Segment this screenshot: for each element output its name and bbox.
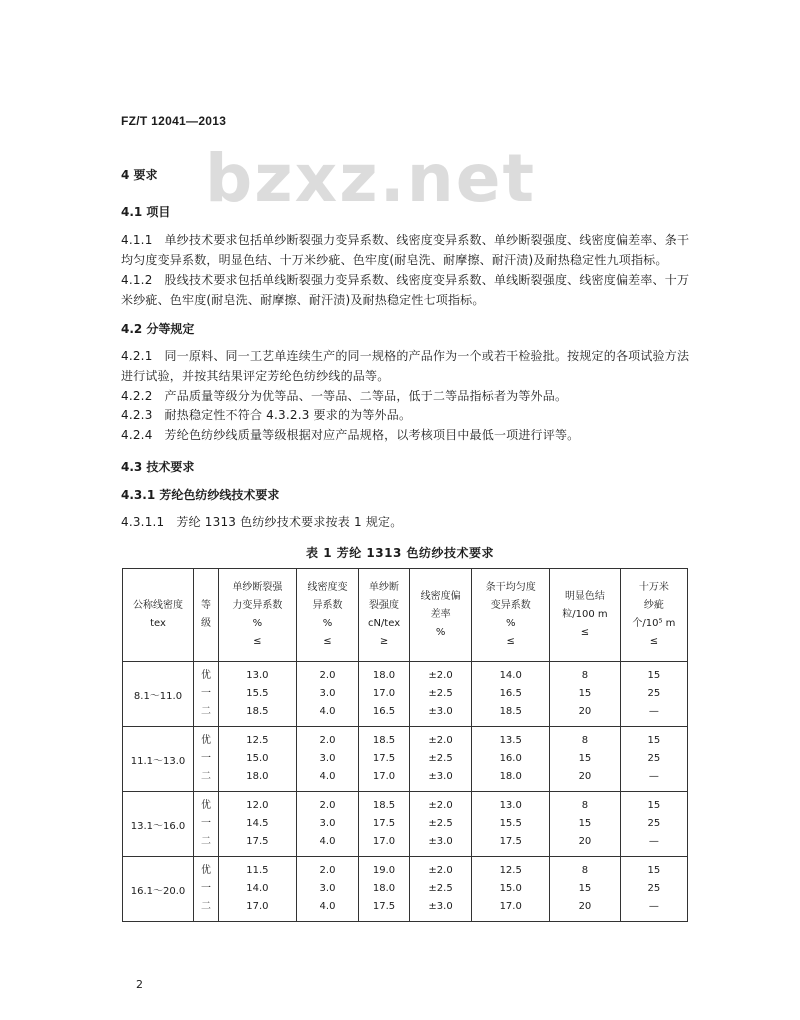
cell-value: 15 <box>578 753 592 764</box>
cell-value: 2.0 <box>319 865 336 876</box>
header-line: 个/10⁵ m <box>632 618 676 629</box>
cell-value: 12.5 <box>499 865 522 876</box>
header-line: 异系数 <box>312 600 343 611</box>
header-color-knots <box>550 569 621 662</box>
cell-value: 2.0 <box>319 800 336 811</box>
nominal-density-cell: 8.1～11.0 <box>123 662 194 727</box>
cell-value: 17.5 <box>372 753 396 764</box>
cell-value: ±2.0 <box>428 670 453 681</box>
cv-strength-cell <box>219 857 297 922</box>
header-line: 线密度变 <box>307 582 348 593</box>
watermark: bzxz.net <box>205 140 537 217</box>
cell-value: 二 <box>201 901 211 912</box>
cv-density-cell <box>296 727 359 792</box>
cell-value: 18.5 <box>372 735 396 746</box>
header-line: 等 <box>201 600 211 611</box>
cell-value: 25 <box>647 818 661 829</box>
cell-value: ±3.0 <box>428 836 453 847</box>
header-line: ≤ <box>506 636 515 647</box>
evenness-cell <box>472 727 550 792</box>
header-line: % <box>322 618 333 629</box>
cell-value: 15.0 <box>246 753 269 764</box>
nominal-density-cell: 16.1～20.0 <box>123 857 194 922</box>
cell-value: 17.5 <box>372 901 396 912</box>
cell-value: 13.0 <box>246 670 269 681</box>
cell-value: 14.5 <box>246 818 269 829</box>
cell-value: 18.0 <box>372 670 396 681</box>
table-row <box>123 662 688 727</box>
cv-density-cell <box>296 792 359 857</box>
header-yarn-faults <box>620 569 687 662</box>
header-line: 线密度偏 <box>420 591 461 602</box>
header-line: 明显色结 <box>564 591 605 602</box>
cv-density-cell <box>296 662 359 727</box>
cell-value: 12.5 <box>246 735 269 746</box>
cv-strength-cell <box>219 662 297 727</box>
header-line: % <box>252 618 263 629</box>
clause-number: 4.2.4 <box>121 428 153 442</box>
clause-number: 4.1.2 <box>121 273 153 287</box>
table-row <box>123 857 688 922</box>
cell-value: 20 <box>578 706 592 717</box>
cell-value: ±3.0 <box>428 901 453 912</box>
grades-cell <box>194 792 219 857</box>
cell-value: 15 <box>578 818 592 829</box>
cell-value: 18.0 <box>499 771 522 782</box>
cell-value: ±2.0 <box>428 735 453 746</box>
cell-value: 19.0 <box>372 865 396 876</box>
header-line: 差率 <box>430 609 451 620</box>
header-line: 裂强度 <box>369 600 400 611</box>
section-heading-4: 4 要求 <box>121 168 158 182</box>
cell-value: 17.5 <box>246 836 269 847</box>
cell-value: 3.0 <box>319 883 336 894</box>
cell-value: 一 <box>201 753 211 764</box>
clause-number: 4.2.1 <box>121 349 153 363</box>
cell-value: 13.5 <box>499 735 522 746</box>
cell-value: 14.0 <box>499 670 522 681</box>
cell-value: ±2.5 <box>428 883 453 894</box>
cell-value: 4.0 <box>319 836 336 847</box>
cell-value: ±3.0 <box>428 771 453 782</box>
cell-value: 18.5 <box>372 800 396 811</box>
cell-value: — <box>648 771 659 782</box>
cell-value: 17.0 <box>499 901 522 912</box>
paragraph-4-3-1-1 <box>121 512 691 532</box>
cell-value: 4.0 <box>319 771 336 782</box>
header-line: 公称线密度 <box>133 600 183 611</box>
table-header-row <box>123 569 688 662</box>
cell-value: 18.5 <box>246 706 269 717</box>
table-caption: 表 1 芳纶 1313 色纺纱技术要求 <box>306 546 494 560</box>
cell-value: 3.0 <box>319 753 336 764</box>
tenacity-cell <box>359 662 410 727</box>
cell-value: 17.5 <box>372 818 396 829</box>
header-tenacity <box>359 569 410 662</box>
cell-value: 18.0 <box>372 883 396 894</box>
grades-cell <box>194 857 219 922</box>
color-knots-cell <box>550 727 621 792</box>
header-line: cN/tex <box>367 618 401 629</box>
cell-value: 16.0 <box>499 753 522 764</box>
evenness-cell <box>472 792 550 857</box>
color-knots-cell <box>550 662 621 727</box>
cell-value: 17.0 <box>246 901 269 912</box>
faults-cell <box>620 662 687 727</box>
header-grade <box>194 569 219 662</box>
faults-cell <box>620 727 687 792</box>
clause-text: 同一原料、同一工艺单连续生产的同一规格的产品作为一个或若干检验批。按规定的各项试验方法进行试验，并按其结果评定芳纶色纺纱线的品等。 <box>121 349 690 383</box>
header-line: ≤ <box>580 627 590 638</box>
color-knots-cell <box>550 857 621 922</box>
table-row <box>123 727 688 792</box>
header-cv-strength <box>219 569 297 662</box>
cv-density-cell <box>296 857 359 922</box>
header-line: tex <box>150 618 166 629</box>
section-heading-4-2: 4.2 分等规定 <box>121 322 195 336</box>
cell-value: 15 <box>647 865 661 876</box>
faults-cell <box>620 857 687 922</box>
cell-value: 20 <box>578 771 592 782</box>
clause-text: 耐热稳定性不符合 4.3.2.3 要求的为等外品。 <box>164 408 412 422</box>
header-line: 条干均匀度 <box>485 582 536 593</box>
cell-value: 2.0 <box>319 735 336 746</box>
cell-value: 18.0 <box>246 771 269 782</box>
cell-value: 4.0 <box>319 706 336 717</box>
header-density-deviation <box>409 569 472 662</box>
cell-value: 3.0 <box>319 688 336 699</box>
cell-value: 15 <box>647 670 661 681</box>
cell-value: 8 <box>581 800 589 811</box>
grades-cell <box>194 662 219 727</box>
density-dev-cell <box>409 792 472 857</box>
nominal-density-cell: 13.1～16.0 <box>123 792 194 857</box>
cell-value: 16.5 <box>499 688 522 699</box>
header-line: 单纱断裂强 <box>232 582 283 593</box>
clause-text: 芳纶色纺纱线质量等级根据对应产品规格，以考核项目中最低一项进行评等。 <box>164 428 580 442</box>
header-line: ≥ <box>379 636 389 647</box>
density-dev-cell <box>409 727 472 792</box>
cell-value: 二 <box>201 771 211 782</box>
tenacity-cell <box>359 857 410 922</box>
cell-value: 20 <box>578 836 592 847</box>
cell-value: 11.5 <box>246 865 269 876</box>
header-nominal-density <box>123 569 194 662</box>
cell-value: 8 <box>581 735 589 746</box>
cell-value: 13.0 <box>499 800 522 811</box>
cell-value: 2.0 <box>319 670 336 681</box>
cell-value: ±3.0 <box>428 706 453 717</box>
cell-value: 15.0 <box>499 883 522 894</box>
spec-table <box>122 568 688 922</box>
cell-value: 二 <box>201 706 211 717</box>
cell-value: 17.0 <box>372 836 396 847</box>
cell-value: ±2.0 <box>428 865 453 876</box>
cell-value: 一 <box>201 688 211 699</box>
cell-value: 17.0 <box>372 771 396 782</box>
clause-number: 4.3.1.1 <box>121 515 165 529</box>
header-line: 力变异系数 <box>232 600 283 611</box>
clause-text: 产品质量等级分为优等品、一等品、二等品，低于二等品指标者为等外品。 <box>164 389 568 403</box>
header-line: 变异系数 <box>490 600 531 611</box>
document-id: FZ/T 12041—2013 <box>121 114 227 128</box>
cell-value: 18.5 <box>499 706 522 717</box>
clause-text: 芳纶 1313 色纺纱技术要求按表 1 规定。 <box>176 515 403 529</box>
cell-value: 12.0 <box>246 800 269 811</box>
header-line: 十万米 <box>638 582 669 593</box>
header-line: 纱疵 <box>643 600 664 611</box>
cell-value: 4.0 <box>319 901 336 912</box>
cell-value: 15 <box>647 735 661 746</box>
cell-value: 8 <box>581 865 589 876</box>
cell-value: ±2.5 <box>428 753 453 764</box>
cell-value: 3.0 <box>319 818 336 829</box>
header-line: % <box>435 627 446 638</box>
cell-value: 17.0 <box>372 688 396 699</box>
header-line: ≤ <box>253 636 262 647</box>
cell-value: 优 <box>201 735 211 746</box>
paragraph-4-1-1 <box>121 230 691 270</box>
paragraph-4-2-4 <box>121 425 691 445</box>
cell-value: 一 <box>201 818 211 829</box>
cell-value: 优 <box>201 800 211 811</box>
cell-value: 25 <box>647 753 661 764</box>
section-heading-4-3: 4.3 技术要求 <box>121 460 195 474</box>
cell-value: 优 <box>201 670 211 681</box>
evenness-cell <box>472 857 550 922</box>
section-heading-4-3-1: 4.3.1 芳纶色纺纱线技术要求 <box>121 488 280 502</box>
paragraph-4-2-1 <box>121 346 691 386</box>
cell-value: — <box>648 706 659 717</box>
cell-value: 优 <box>201 865 211 876</box>
cell-value: 一 <box>201 883 211 894</box>
cell-value: 二 <box>201 836 211 847</box>
paragraph-4-1-2 <box>121 270 691 310</box>
header-line: 粒/100 m <box>562 609 608 620</box>
density-dev-cell <box>409 662 472 727</box>
cell-value: — <box>648 836 659 847</box>
cell-value: ±2.5 <box>428 688 453 699</box>
density-dev-cell <box>409 857 472 922</box>
cell-value: 17.5 <box>499 836 522 847</box>
cell-value: 8 <box>581 670 589 681</box>
clause-number: 4.2.2 <box>121 389 153 403</box>
header-line: ≤ <box>649 636 659 647</box>
color-knots-cell <box>550 792 621 857</box>
cell-value: 15.5 <box>499 818 522 829</box>
cell-value: 25 <box>647 883 661 894</box>
header-line: 单纱断 <box>369 582 400 593</box>
header-line: ≤ <box>323 636 332 647</box>
cell-value: 15 <box>647 800 661 811</box>
cell-value: 15.5 <box>246 688 269 699</box>
header-line: 级 <box>201 618 211 629</box>
cell-value: 20 <box>578 901 592 912</box>
cell-value: 15 <box>578 688 592 699</box>
clause-number: 4.1.1 <box>121 233 153 247</box>
cell-value: 25 <box>647 688 661 699</box>
cv-strength-cell <box>219 792 297 857</box>
nominal-density-cell: 11.1～13.0 <box>123 727 194 792</box>
clause-text: 单纱技术要求包括单纱断裂强力变异系数、线密度变异系数、单纱断裂强度、线密度偏差率、条干均匀度变异系数，明显色结、十万米纱疵、色牢度(耐皂洗、耐摩擦、耐汗渍)及耐热稳定性九项指标。 <box>121 233 690 267</box>
clause-text: 股线技术要求包括单线断裂强力变异系数、线密度变异系数、单线断裂强度、线密度偏差率、十万米纱疵、色牢度(耐皂洗、耐摩擦、耐汗渍)及耐热稳定性七项指标。 <box>121 273 690 307</box>
grades-cell <box>194 727 219 792</box>
cell-value: — <box>648 901 659 912</box>
table-row <box>123 792 688 857</box>
paragraph-4-2-3 <box>121 405 691 425</box>
cell-value: ±2.0 <box>428 800 453 811</box>
paragraph-4-2-2 <box>121 386 691 406</box>
cv-strength-cell <box>219 727 297 792</box>
faults-cell <box>620 792 687 857</box>
clause-number: 4.2.3 <box>121 408 153 422</box>
tenacity-cell <box>359 727 410 792</box>
cell-value: 14.0 <box>246 883 269 894</box>
tenacity-cell <box>359 792 410 857</box>
header-evenness <box>472 569 550 662</box>
header-cv-density <box>296 569 359 662</box>
cell-value: 16.5 <box>372 706 396 717</box>
header-line: % <box>505 618 516 629</box>
section-heading-4-1: 4.1 项目 <box>121 205 171 219</box>
page-number: 2 <box>136 978 143 991</box>
cell-value: 15 <box>578 883 592 894</box>
cell-value: ±2.5 <box>428 818 453 829</box>
evenness-cell <box>472 662 550 727</box>
